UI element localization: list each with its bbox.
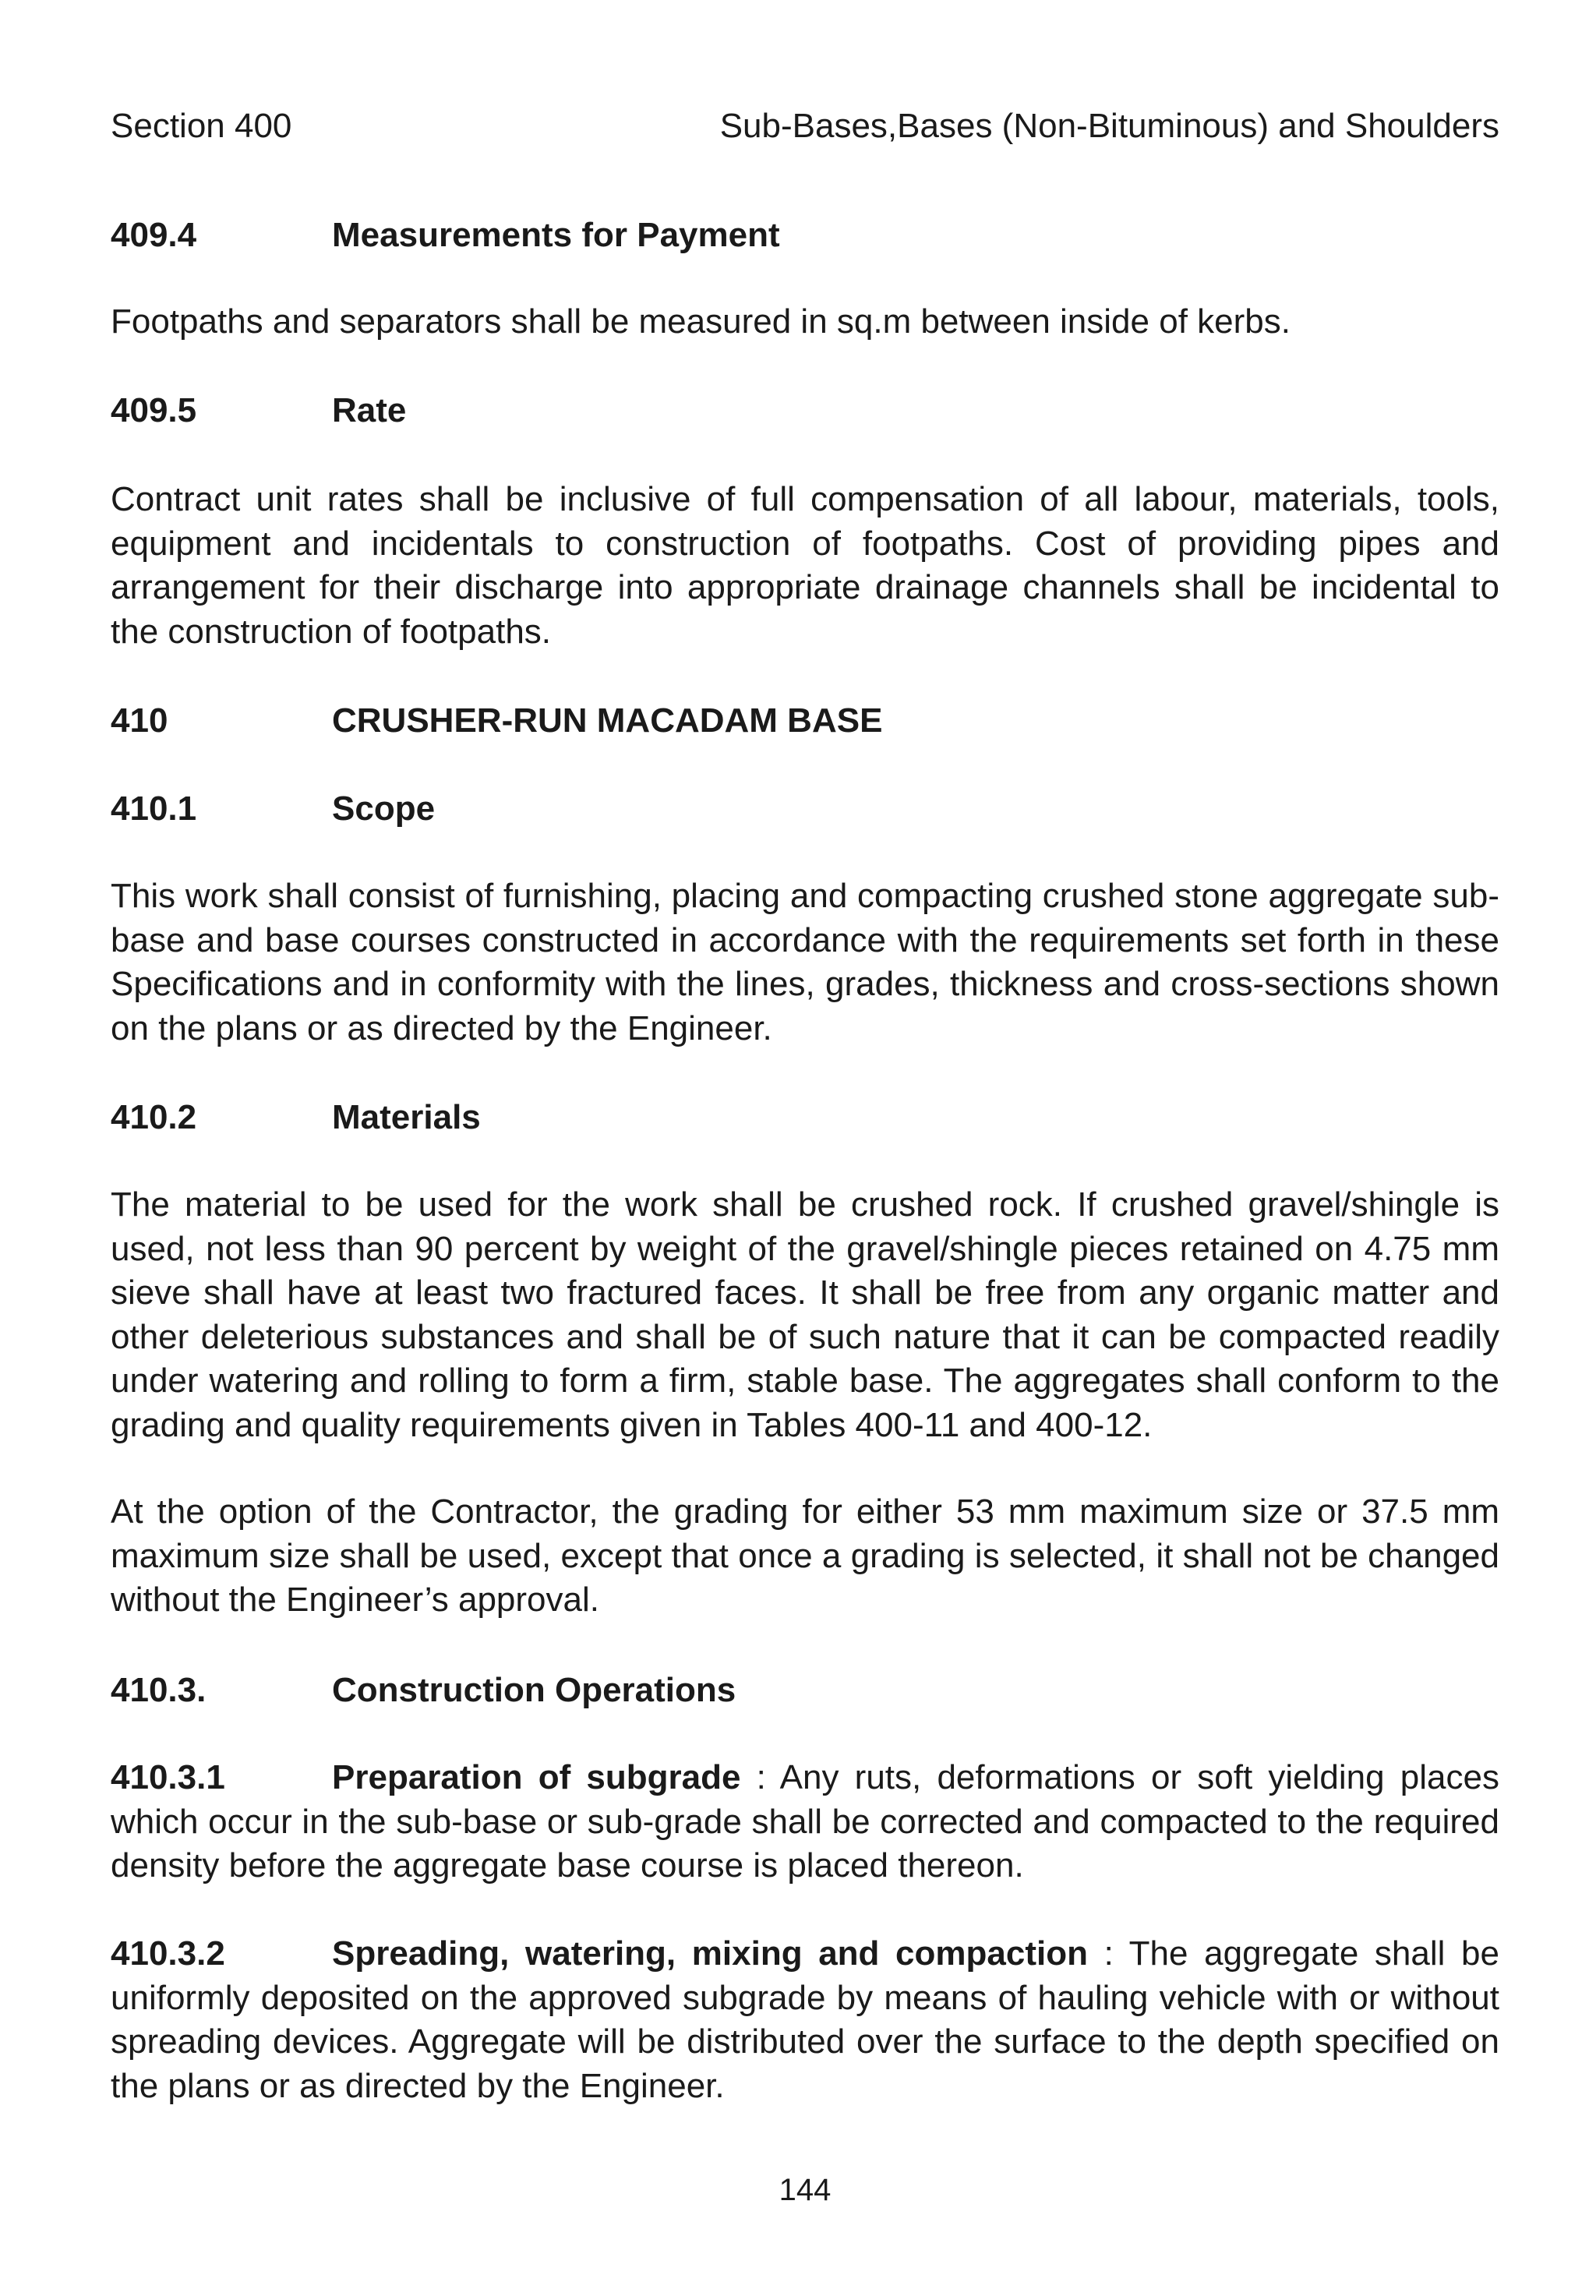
header-section-title: Sub-Bases,Bases (Non-Bituminous) and Shoulders [719, 107, 1499, 145]
subsection-title: Spreading, watering, mixing and compaction [332, 1934, 1088, 1973]
heading-number: 410.1 [111, 789, 197, 828]
document-page [111, 0, 1499, 2296]
paragraph-410-2-b: At the option of the Contractor, the grading for either 53 mm maximum size or 37.5 mm maximum size shall be used, except that once a grading is selected, it shall not be changed without the Engineer’s approval. [111, 1492, 1499, 1619]
heading-number: 410.3. [111, 1671, 207, 1709]
heading-title: Rate [332, 391, 407, 429]
paragraph-410-1: This work shall consist of furnishing, placing and compacting crushed stone aggregate sub-base and base courses constructed in accordance with the requirements set forth in these Specifications and in conformity with the lines, grades, thickness and cross-sections shown on the plans or as directed by the Engineer. [111, 877, 1499, 1047]
header-section-label: Section 400 [111, 107, 292, 145]
paragraph-410-3-2 [111, 1932, 1499, 2108]
subsection-number: 410.3.2 [111, 1934, 225, 1973]
subsection-number: 410.3.1 [111, 1758, 225, 1796]
subsection-text: : The aggregate shall be uniformly deposited on the approved subgrade by means of hauling vehicle with or without spreading devices. Aggregate will be distributed over the surface to the depth specified on the plans or as directed by the Engineer. [111, 1934, 1499, 2105]
heading-number: 409.5 [111, 391, 197, 429]
heading-title: CRUSHER-RUN MACADAM BASE [332, 701, 883, 740]
heading-number: 409.4 [111, 216, 197, 254]
subsection-text: : Any ruts, deformations or soft yielding places which occur in the sub-base or sub-grade shall be corrected and compacted to the required density before the aggregate base course is placed thereon. [111, 1758, 1499, 1884]
running-header [111, 103, 1499, 150]
heading-409-4 [111, 212, 780, 259]
heading-title: Construction Operations [332, 1671, 736, 1709]
heading-title: Measurements for Payment [332, 216, 780, 254]
heading-title: Materials [332, 1098, 481, 1136]
heading-409-5 [111, 387, 406, 434]
heading-number: 410.2 [111, 1098, 197, 1136]
heading-410-2 [111, 1094, 481, 1141]
page-number: 144 [779, 2173, 832, 2207]
heading-410-3 [111, 1667, 736, 1714]
heading-number: 410 [111, 701, 168, 740]
paragraph-410-2-a: The material to be used for the work shall be crushed rock. If crushed gravel/shingle is used, not less than 90 percent by weight of the gravel/shingle pieces retained on 4.75 mm sieve shall have at least two fractured faces. It shall be free from any organic matter and other deleterious substances and shall be of such nature that it can be compacted readily under watering and rolling to form a firm, stable base. The aggregates shall conform to the grading and quality requirements given in Tables 400-11 and 400-12. [111, 1185, 1499, 1444]
heading-410-1 [111, 786, 435, 832]
paragraph-410-3-1 [111, 1756, 1499, 1888]
heading-title: Scope [332, 789, 436, 828]
heading-410 [111, 698, 882, 744]
paragraph-409-4: Footpaths and separators shall be measured in sq.m between inside of kerbs. [111, 302, 1291, 341]
paragraph-409-5: Contract unit rates shall be inclusive of full compensation of all labour, materials, tools, equipment and incidentals to construction of footpaths. Cost of providing pipes and arrangement for their discharge into appropriate drainage channels shall be incidental to the construction of footpaths. [111, 480, 1499, 651]
subsection-title: Preparation of subgrade [332, 1758, 741, 1796]
